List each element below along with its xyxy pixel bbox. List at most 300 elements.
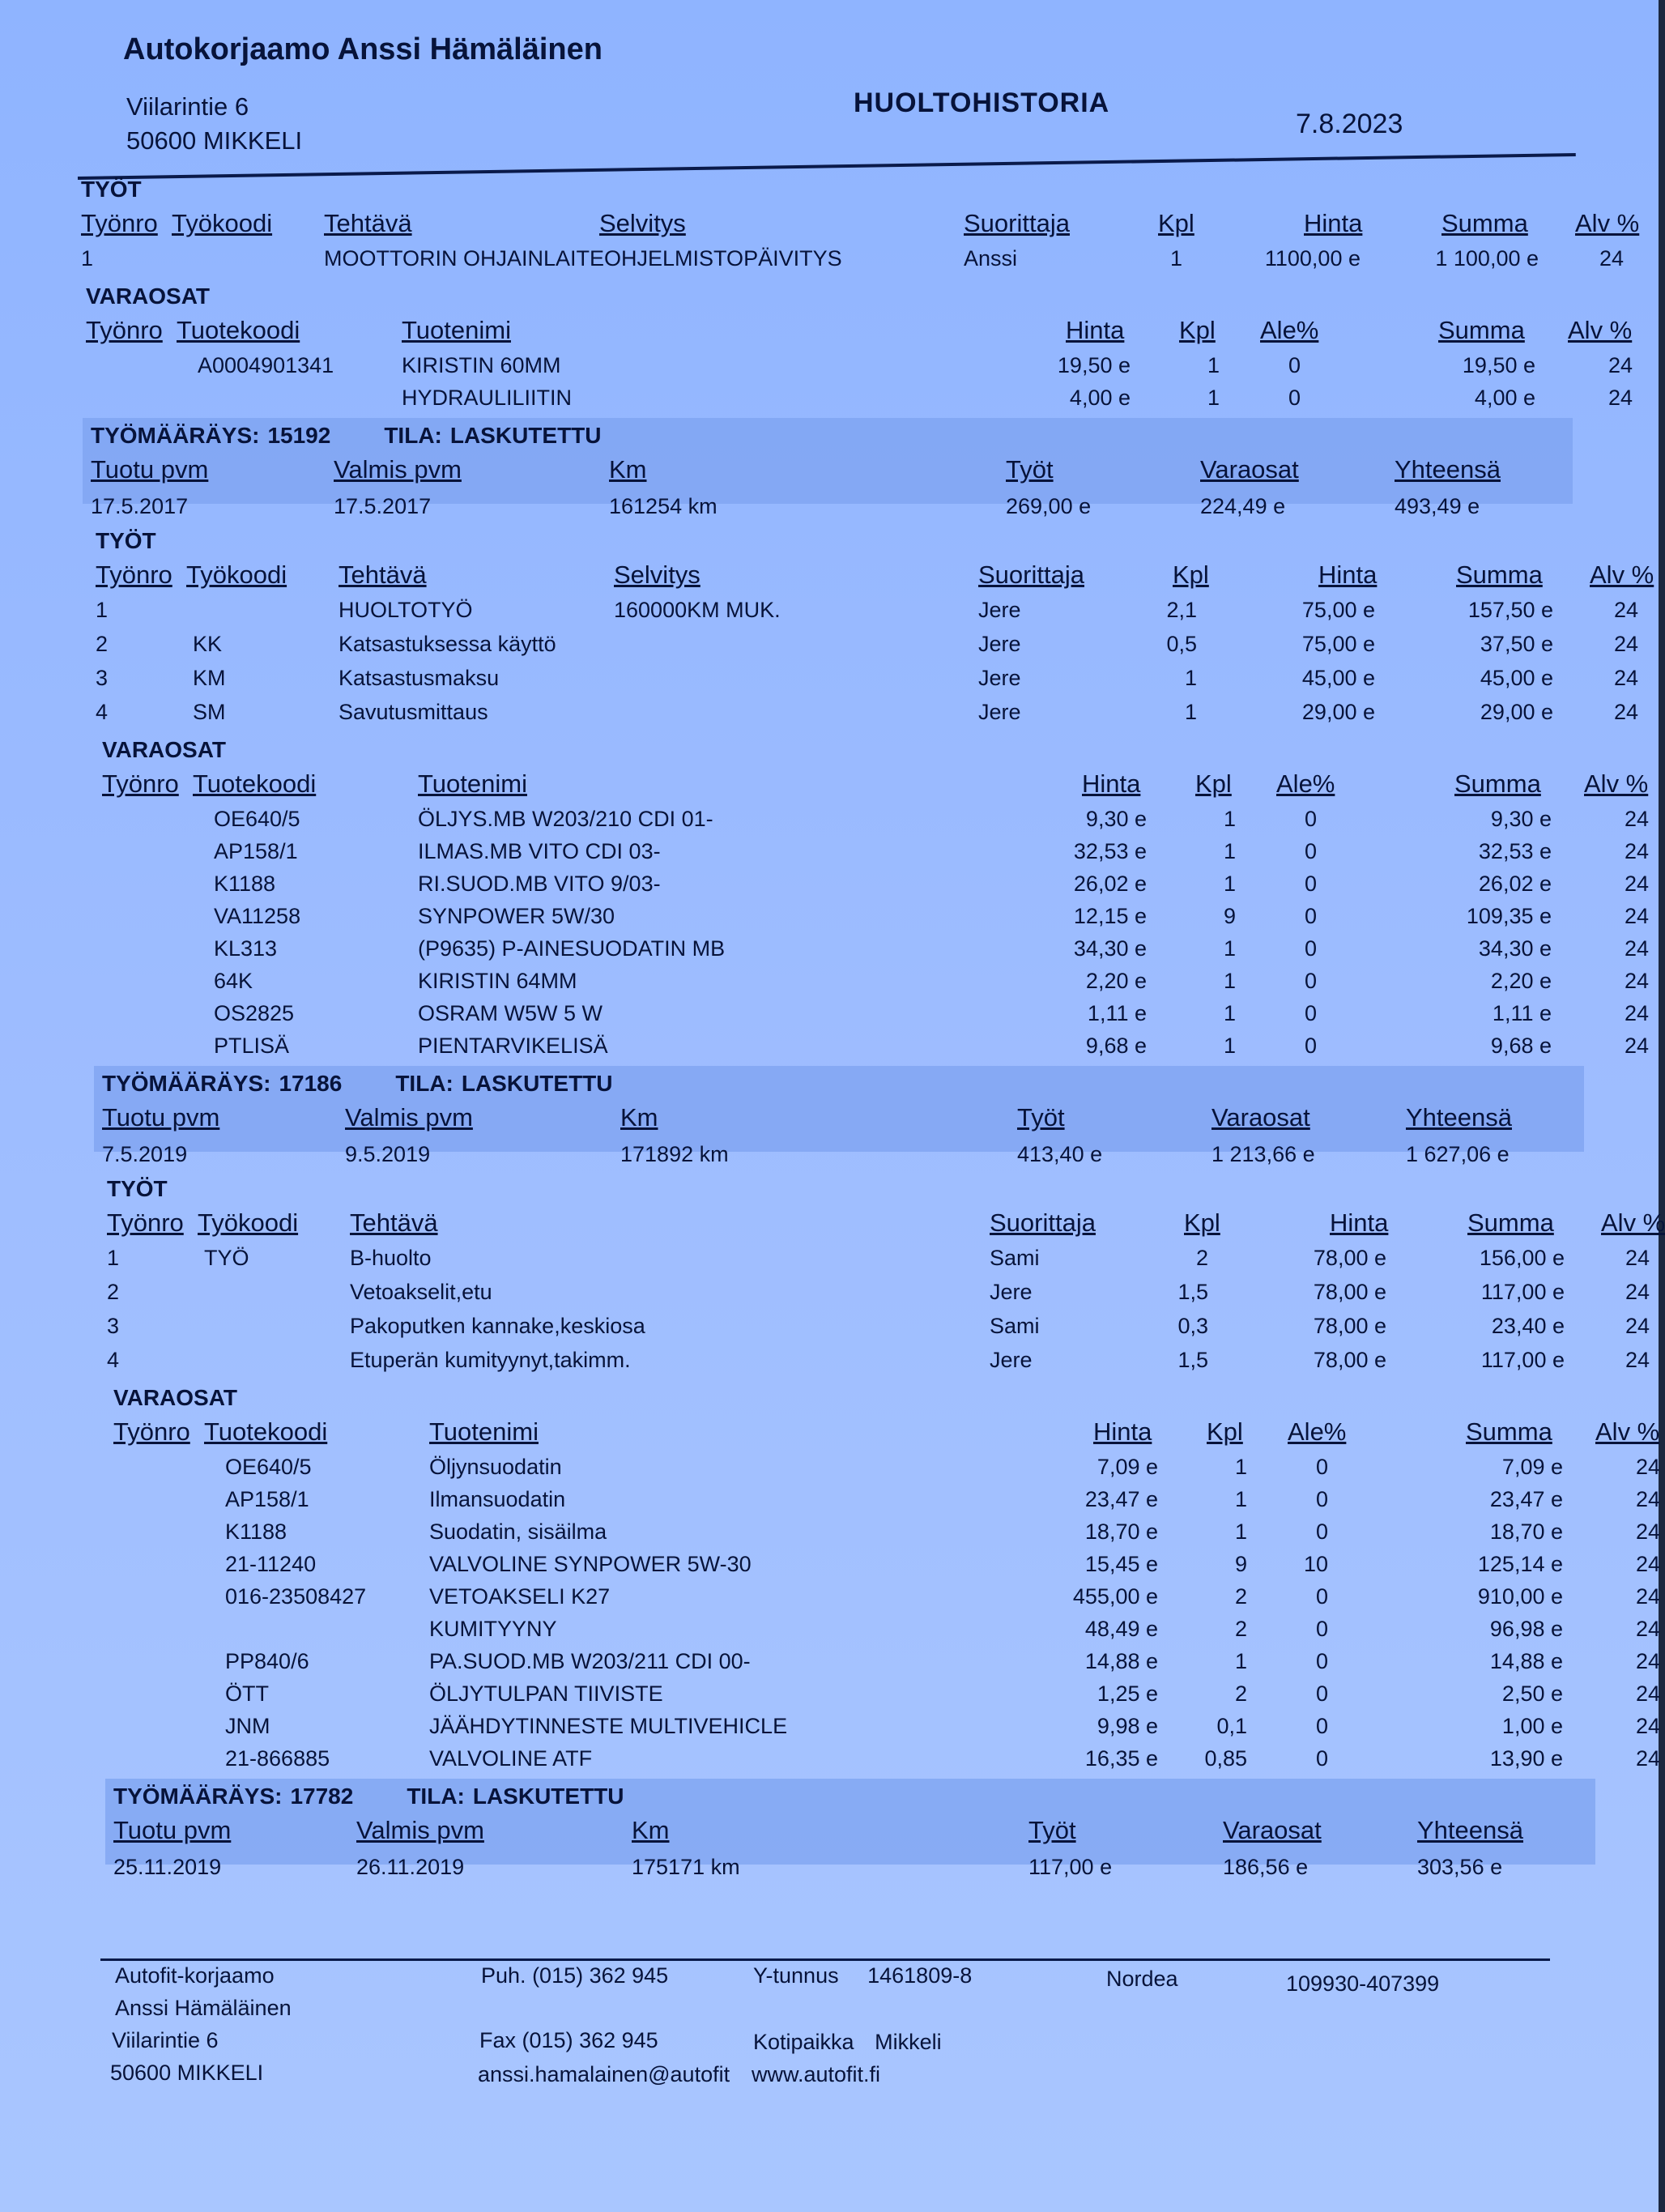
col-tyokoodi: Työkoodi	[172, 209, 273, 237]
col-suorittaja: Suorittaja	[964, 209, 1070, 237]
part-alv: 24	[1635, 1681, 1660, 1706]
header-rule	[78, 153, 1576, 180]
job-alv: 24	[1613, 700, 1638, 724]
col-ale: Ale%	[1260, 316, 1319, 344]
job-koodi: SM	[193, 700, 226, 724]
part-summa: 109,35 e	[1466, 904, 1552, 928]
job-hinta: 29,00 e	[1301, 700, 1375, 724]
col-varaosat-total: Varaosat	[1223, 1816, 1322, 1844]
part-summa: 1,00 e	[1501, 1714, 1563, 1738]
job-suorittaja: Jere	[990, 1348, 1033, 1372]
part-kpl: 1	[1234, 1455, 1247, 1479]
part-ale: 0	[1304, 839, 1317, 863]
col-hinta: Hinta	[1330, 1208, 1389, 1237]
footer-kotipaikka	[753, 2030, 942, 2055]
col-summa: Summa	[1438, 316, 1525, 344]
part-alv: 24	[1624, 904, 1649, 928]
part-nimi: SYNPOWER 5W/30	[418, 904, 615, 928]
part-nimi: PIENTARVIKELISÄ	[418, 1034, 608, 1058]
part-summa: 4,00 e	[1474, 386, 1535, 410]
order-tuotu: 25.11.2019	[113, 1855, 222, 1879]
order-label: TYÖMÄÄRÄYS:	[91, 423, 260, 448]
order-km: 161254 km	[609, 494, 718, 518]
col-kpl: Kpl	[1195, 769, 1232, 798]
part-summa: 9,68 e	[1490, 1034, 1552, 1058]
job-summa: 157,50 e	[1467, 598, 1553, 622]
part-koodi: OE640/5	[225, 1455, 312, 1479]
company-street: Viilarintie 6	[126, 92, 249, 121]
part-koodi: PTLISÄ	[214, 1034, 290, 1058]
col-ale: Ale%	[1288, 1417, 1347, 1446]
part-ale: 0	[1304, 807, 1317, 831]
part-kpl: 2	[1234, 1617, 1247, 1641]
order-valmis: 9.5.2019	[345, 1142, 431, 1166]
job-tehtava: Pakoputken kannake,keskiosa	[350, 1314, 645, 1338]
part-ale: 0	[1315, 1519, 1328, 1544]
part-kpl: 0,1	[1216, 1714, 1247, 1738]
col-km: Km	[609, 455, 647, 484]
part-koodi: KL313	[214, 936, 278, 961]
job-hinta: 1100,00 e	[1264, 246, 1361, 271]
footer-phone-value: (015) 362 945	[532, 1963, 669, 1988]
part-koodi: A0004901341	[198, 353, 334, 377]
job-alv: 24	[1599, 246, 1624, 271]
part-summa: 910,00 e	[1477, 1584, 1563, 1609]
part-nimi: KIRISTIN 64MM	[418, 969, 577, 993]
part-koodi: ÖTT	[225, 1681, 269, 1706]
job-kpl: 1	[1184, 666, 1197, 690]
part-ale: 0	[1288, 386, 1301, 410]
col-tyokoodi: Työkoodi	[198, 1208, 299, 1237]
job-koodi: TYÖ	[204, 1246, 249, 1270]
part-alv: 24	[1635, 1487, 1660, 1511]
order-tuotu: 7.5.2019	[102, 1142, 188, 1166]
part-kpl: 1	[1223, 807, 1236, 831]
section-title-varaosat: VARAOSAT	[86, 283, 210, 309]
col-summa: Summa	[1467, 1208, 1554, 1237]
part-nimi: HYDRAULILIITIN	[402, 386, 573, 410]
order-tyot: 413,40 e	[1017, 1142, 1103, 1166]
part-summa: 96,98 e	[1489, 1617, 1563, 1641]
part-nimi: ILMAS.MB VITO CDI 03-	[418, 839, 661, 863]
footer-ytunnus-value: 1461809-8	[867, 1963, 973, 1988]
job-alv: 24	[1625, 1314, 1650, 1338]
part-summa: 7,09 e	[1501, 1455, 1563, 1479]
part-alv: 24	[1635, 1519, 1660, 1544]
footer-web[interactable]: www.autofit.fi	[752, 2062, 881, 2086]
job-suorittaja: Jere	[990, 1280, 1033, 1304]
col-kpl: Kpl	[1158, 209, 1194, 237]
part-nimi: OSRAM W5W 5 W	[418, 1001, 603, 1025]
col-hinta: Hinta	[1093, 1417, 1152, 1446]
part-kpl: 1	[1223, 872, 1236, 896]
part-kpl: 1	[1223, 969, 1236, 993]
part-hinta: 9,30 e	[1085, 807, 1147, 831]
part-kpl: 1	[1223, 839, 1236, 863]
part-ale: 0	[1315, 1649, 1328, 1673]
col-kpl: Kpl	[1173, 560, 1209, 589]
part-nimi: PA.SUOD.MB W203/211 CDI 00-	[429, 1649, 751, 1673]
col-valmis: Valmis pvm	[345, 1103, 473, 1132]
col-summa: Summa	[1441, 209, 1528, 237]
status-badge: LASKUTETTU	[461, 1071, 613, 1096]
job-summa: 117,00 e	[1480, 1280, 1565, 1304]
part-hinta: 455,00 e	[1072, 1584, 1158, 1609]
part-hinta: 18,70 e	[1084, 1519, 1158, 1544]
order-number: 15192	[267, 423, 331, 448]
footer-ytunnus	[753, 1963, 972, 1988]
section-title-tyot: TYÖT	[81, 177, 142, 202]
job-tehtava: MOOTTORIN OHJAINLAITEOHJELMISTOPÄIVITYS	[324, 246, 842, 271]
part-summa: 2,20 e	[1490, 969, 1552, 993]
order-varaosat: 186,56 e	[1223, 1855, 1309, 1879]
part-ale: 10	[1303, 1552, 1328, 1576]
job-nro: 1	[107, 1246, 120, 1270]
col-selvitys: Selvitys	[599, 209, 686, 237]
col-varaosat-total: Varaosat	[1200, 455, 1299, 484]
part-summa: 9,30 e	[1490, 807, 1552, 831]
col-ale: Ale%	[1276, 769, 1335, 798]
part-nimi: VALVOLINE SYNPOWER 5W-30	[429, 1552, 752, 1576]
part-nimi: Ilmansuodatin	[429, 1487, 566, 1511]
part-nimi: JÄÄHDYTINNESTE MULTIVEHICLE	[429, 1714, 788, 1738]
job-nro: 2	[107, 1280, 120, 1304]
part-ale: 0	[1288, 353, 1301, 377]
footer-account: 109930-407399	[1286, 1971, 1440, 1996]
part-hinta: 9,98 e	[1097, 1714, 1158, 1738]
order-number: 17186	[279, 1071, 343, 1096]
job-tehtava: HUOLTOTYÖ	[339, 598, 473, 622]
part-koodi: OS2825	[214, 1001, 295, 1025]
footer-phone	[481, 1963, 668, 1988]
footer-email[interactable]: anssi.hamalainen@autofit	[478, 2062, 730, 2086]
col-tuotenimi: Tuotenimi	[429, 1417, 539, 1446]
order-label: TYÖMÄÄRÄYS:	[113, 1784, 283, 1809]
part-summa: 125,14 e	[1477, 1552, 1563, 1576]
footer-kotipaikka-value: Mikkeli	[875, 2030, 942, 2054]
job-summa: 29,00 e	[1480, 700, 1553, 724]
job-summa: 156,00 e	[1479, 1246, 1565, 1270]
col-tyot-total: Työt	[1028, 1816, 1076, 1844]
document-date: 7.8.2023	[1296, 109, 1403, 139]
col-tyonro: Työnro	[113, 1417, 190, 1446]
part-hinta: 7,09 e	[1097, 1455, 1158, 1479]
col-tyonro: Työnro	[107, 1208, 184, 1237]
footer-owner: Anssi Hämäläinen	[115, 1996, 292, 2020]
col-summa: Summa	[1454, 769, 1541, 798]
job-kpl: 2,1	[1166, 598, 1197, 622]
part-ale: 0	[1304, 969, 1317, 993]
col-tuotu: Tuotu pvm	[91, 455, 209, 484]
part-alv: 24	[1635, 1584, 1660, 1609]
job-kpl: 0,5	[1166, 632, 1197, 656]
job-tehtava: Katsastusmaksu	[339, 666, 500, 690]
status-badge: LASKUTETTU	[472, 1784, 624, 1809]
part-summa: 34,30 e	[1478, 936, 1552, 961]
job-nro: 4	[107, 1348, 120, 1372]
col-tuotekoodi: Tuotekoodi	[193, 769, 317, 798]
col-alv: Alv %	[1568, 316, 1633, 344]
col-tyonro: Työnro	[86, 316, 163, 344]
part-hinta: 1,11 e	[1087, 1001, 1147, 1025]
col-tyokoodi: Työkoodi	[186, 560, 287, 589]
part-kpl: 1	[1207, 353, 1220, 377]
part-kpl: 9	[1234, 1552, 1247, 1576]
order-tyot: 269,00 e	[1006, 494, 1092, 518]
col-tyot-total: Työt	[1017, 1103, 1065, 1132]
job-hinta: 75,00 e	[1301, 632, 1375, 656]
status-label: TILA:	[384, 423, 442, 448]
part-kpl: 2	[1234, 1584, 1247, 1609]
part-alv: 24	[1624, 936, 1649, 961]
col-tuotu: Tuotu pvm	[113, 1816, 232, 1844]
part-koodi: 016-23508427	[225, 1584, 367, 1609]
part-hinta: 26,02 e	[1073, 872, 1147, 896]
footer-fax	[479, 2028, 658, 2053]
part-koodi: 21-866885	[225, 1746, 330, 1771]
order-yhteensa: 1 627,06 e	[1406, 1142, 1510, 1166]
order-yhteensa: 303,56 e	[1417, 1855, 1503, 1879]
job-koodi: KM	[193, 666, 226, 690]
job-suorittaja: Jere	[978, 666, 1021, 690]
part-hinta: 2,20 e	[1085, 969, 1147, 993]
footer-city: 50600 MIKKELI	[110, 2061, 264, 2085]
job-kpl: 0,3	[1177, 1314, 1208, 1338]
part-ale: 0	[1304, 936, 1317, 961]
order-tyot: 117,00 e	[1028, 1855, 1113, 1879]
col-alv: Alv %	[1601, 1208, 1665, 1237]
order-title	[113, 1784, 624, 1809]
part-hinta: 9,68 e	[1085, 1034, 1147, 1058]
order-label: TYÖMÄÄRÄYS:	[102, 1071, 271, 1096]
order-km: 171892 km	[620, 1142, 729, 1166]
part-alv: 24	[1635, 1714, 1660, 1738]
job-selvitys: 160000KM MUK.	[614, 598, 781, 622]
document-title: HUOLTOHISTORIA	[854, 87, 1110, 118]
job-summa: 117,00 e	[1480, 1348, 1565, 1372]
part-summa: 19,50 e	[1462, 353, 1535, 377]
col-tuotenimi: Tuotenimi	[418, 769, 527, 798]
col-tuotekoodi: Tuotekoodi	[204, 1417, 328, 1446]
part-alv: 24	[1624, 807, 1649, 831]
job-alv: 24	[1625, 1348, 1650, 1372]
company-city: 50600 MIKKELI	[126, 126, 303, 155]
part-summa: 14,88 e	[1489, 1649, 1563, 1673]
part-hinta: 34,30 e	[1073, 936, 1147, 961]
part-ale: 0	[1315, 1487, 1328, 1511]
order-title	[102, 1071, 613, 1097]
col-alv: Alv %	[1575, 209, 1640, 237]
part-ale: 0	[1304, 1001, 1317, 1025]
part-hinta: 19,50 e	[1057, 353, 1131, 377]
status-label: TILA:	[395, 1071, 454, 1096]
job-kpl: 1	[1169, 246, 1182, 271]
part-alv: 24	[1624, 1001, 1649, 1025]
part-koodi: PP840/6	[225, 1649, 309, 1673]
order-valmis: 17.5.2017	[334, 494, 432, 518]
order-yhteensa: 493,49 e	[1395, 494, 1480, 518]
part-nimi: KUMITYYNY	[429, 1617, 557, 1641]
part-ale: 0	[1315, 1617, 1328, 1641]
col-varaosat-total: Varaosat	[1211, 1103, 1310, 1132]
col-tyonro: Työnro	[96, 560, 172, 589]
part-hinta: 15,45 e	[1084, 1552, 1158, 1576]
part-alv: 24	[1624, 872, 1649, 896]
part-alv: 24	[1635, 1746, 1660, 1771]
col-km: Km	[620, 1103, 658, 1132]
col-tuotekoodi: Tuotekoodi	[177, 316, 300, 344]
part-ale: 0	[1304, 904, 1317, 928]
job-hinta: 78,00 e	[1313, 1314, 1386, 1338]
part-kpl: 1	[1234, 1487, 1247, 1511]
part-ale: 0	[1315, 1584, 1328, 1609]
job-alv: 24	[1613, 598, 1638, 622]
col-hinta: Hinta	[1304, 209, 1363, 237]
job-kpl: 1	[1184, 700, 1197, 724]
part-koodi: AP158/1	[225, 1487, 309, 1511]
footer-rule	[100, 1958, 1550, 1961]
part-alv: 24	[1624, 969, 1649, 993]
col-suorittaja: Suorittaja	[990, 1208, 1096, 1237]
part-nimi: KIRISTIN 60MM	[402, 353, 561, 377]
order-km: 175171 km	[632, 1855, 740, 1879]
part-kpl: 1	[1223, 1034, 1236, 1058]
col-kpl: Kpl	[1184, 1208, 1220, 1237]
part-summa: 1,11 e	[1492, 1001, 1552, 1025]
col-kpl: Kpl	[1179, 316, 1216, 344]
footer-bank: Nordea	[1106, 1967, 1178, 1991]
part-summa: 2,50 e	[1501, 1681, 1563, 1706]
col-tyonro: Työnro	[102, 769, 179, 798]
footer-ytunnus-label: Y-tunnus	[753, 1963, 839, 1988]
job-hinta: 78,00 e	[1313, 1280, 1386, 1304]
part-ale: 0	[1315, 1455, 1328, 1479]
part-nimi: Suodatin, sisäilma	[429, 1519, 607, 1544]
part-koodi: VA11258	[214, 904, 301, 928]
part-alv: 24	[1624, 839, 1649, 863]
col-tehtava: Tehtävä	[350, 1208, 438, 1237]
col-tuotu: Tuotu pvm	[102, 1103, 220, 1132]
job-tehtava: Katsastuksessa käyttö	[339, 632, 556, 656]
col-tehtava: Tehtävä	[324, 209, 412, 237]
job-nro: 1	[96, 598, 109, 622]
col-yhteensa: Yhteensä	[1417, 1816, 1523, 1844]
part-ale: 0	[1304, 1034, 1317, 1058]
col-suorittaja: Suorittaja	[978, 560, 1084, 589]
job-hinta: 78,00 e	[1313, 1348, 1386, 1372]
job-kpl: 1,5	[1177, 1348, 1208, 1372]
job-summa: 23,40 e	[1491, 1314, 1565, 1338]
status-badge: LASKUTETTU	[449, 423, 602, 448]
job-alv: 24	[1613, 666, 1638, 690]
col-hinta: Hinta	[1318, 560, 1378, 589]
col-km: Km	[632, 1816, 670, 1844]
section-title-tyot: TYÖT	[96, 528, 156, 553]
part-alv: 24	[1608, 353, 1633, 377]
job-kpl: 2	[1195, 1246, 1208, 1270]
col-yhteensa: Yhteensä	[1406, 1103, 1512, 1132]
part-alv: 24	[1635, 1617, 1660, 1641]
part-koodi: K1188	[225, 1519, 287, 1544]
col-tehtava: Tehtävä	[339, 560, 427, 589]
job-nro: 4	[96, 700, 109, 724]
order-varaosat: 224,49 e	[1200, 494, 1286, 518]
part-alv: 24	[1635, 1552, 1660, 1576]
job-alv: 24	[1625, 1246, 1650, 1270]
footer-fax-label: Fax	[479, 2028, 517, 2052]
part-nimi: (P9635) P-AINESUODATIN MB	[418, 936, 726, 961]
job-alv: 24	[1625, 1280, 1650, 1304]
footer-fax-value: (015) 362 945	[522, 2028, 658, 2052]
col-tuotenimi: Tuotenimi	[402, 316, 511, 344]
job-tehtava: Savutusmittaus	[339, 700, 488, 724]
part-summa: 26,02 e	[1478, 872, 1552, 896]
part-hinta: 14,88 e	[1084, 1649, 1158, 1673]
part-summa: 18,70 e	[1489, 1519, 1563, 1544]
part-hinta: 1,25 e	[1097, 1681, 1158, 1706]
job-hinta: 75,00 e	[1301, 598, 1375, 622]
part-nimi: VALVOLINE ATF	[429, 1746, 593, 1771]
col-hinta: Hinta	[1066, 316, 1125, 344]
col-yhteensa: Yhteensä	[1395, 455, 1501, 484]
part-koodi: AP158/1	[214, 839, 298, 863]
job-tehtava: Etuperän kumityynyt,takimm.	[350, 1348, 631, 1372]
part-ale: 0	[1315, 1714, 1328, 1738]
part-nimi: Öljynsuodatin	[429, 1455, 562, 1479]
part-ale: 0	[1315, 1681, 1328, 1706]
col-alv: Alv %	[1595, 1417, 1660, 1446]
job-suorittaja: Sami	[990, 1246, 1040, 1270]
col-valmis: Valmis pvm	[334, 455, 462, 484]
part-kpl: 1	[1207, 386, 1220, 410]
job-suorittaja: Jere	[978, 632, 1021, 656]
job-suorittaja: Jere	[978, 598, 1021, 622]
part-alv: 24	[1608, 386, 1633, 410]
part-hinta: 23,47 e	[1084, 1487, 1158, 1511]
col-summa: Summa	[1466, 1417, 1552, 1446]
part-hinta: 32,53 e	[1073, 839, 1147, 863]
company-name: Autokorjaamo Anssi Hämäläinen	[123, 32, 603, 66]
section-title-tyot: TYÖT	[107, 1176, 168, 1201]
part-hinta: 12,15 e	[1073, 904, 1147, 928]
job-koodi: KK	[193, 632, 223, 656]
col-alv: Alv %	[1590, 560, 1654, 589]
part-ale: 0	[1304, 872, 1317, 896]
order-valmis: 26.11.2019	[356, 1855, 465, 1879]
order-tuotu: 17.5.2017	[91, 494, 189, 518]
part-kpl: 9	[1223, 904, 1236, 928]
part-summa: 32,53 e	[1478, 839, 1552, 863]
order-varaosat: 1 213,66 e	[1211, 1142, 1315, 1166]
part-hinta: 4,00 e	[1069, 386, 1131, 410]
part-kpl: 1	[1234, 1649, 1247, 1673]
part-koodi: K1188	[214, 872, 276, 896]
part-nimi: ÖLJYTULPAN TIIVISTE	[429, 1681, 663, 1706]
col-valmis: Valmis pvm	[356, 1816, 484, 1844]
part-alv: 24	[1635, 1649, 1660, 1673]
order-number: 17782	[290, 1784, 354, 1809]
job-summa: 1 100,00 e	[1435, 246, 1539, 271]
part-nimi: VETOAKSELI K27	[429, 1584, 611, 1609]
job-nro: 2	[96, 632, 109, 656]
part-koodi: JNM	[225, 1714, 270, 1738]
col-tyonro: Työnro	[81, 209, 158, 237]
part-ale: 0	[1315, 1746, 1328, 1771]
part-hinta: 48,49 e	[1084, 1617, 1158, 1641]
job-hinta: 45,00 e	[1301, 666, 1375, 690]
section-title-varaosat: VARAOSAT	[113, 1385, 237, 1410]
col-kpl: Kpl	[1207, 1417, 1243, 1446]
